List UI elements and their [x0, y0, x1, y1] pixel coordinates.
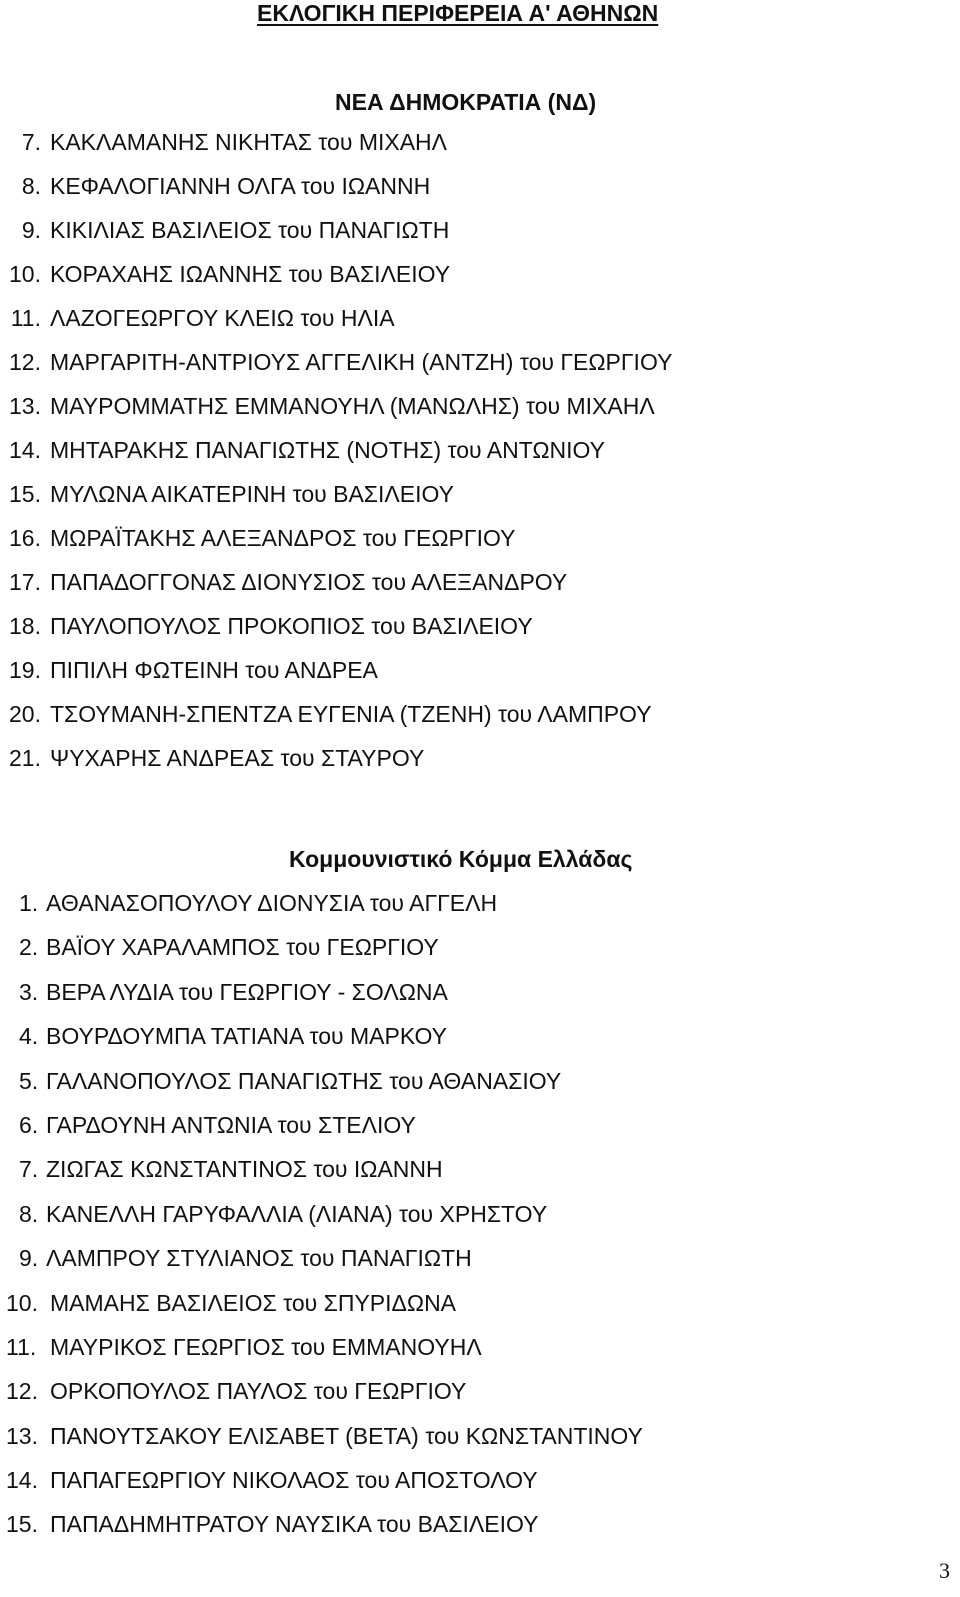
list-item-number: 7. — [21, 129, 41, 155]
list-item-number: 20. — [9, 701, 41, 727]
list-item-number: 21. — [9, 745, 41, 771]
list-item-name: ΑΘΑΝΑΣΟΠΟΥΛΟΥ ΔΙΟΝΥΣΙΑ του ΑΓΓΕΛΗ — [46, 890, 498, 916]
list-item-number: 11. — [6, 1333, 37, 1360]
list-item-number: 4. — [19, 1023, 39, 1050]
list-item-name: ΜΑΥΡΙΚΟΣ ΓΕΩΡΓΙΟΣ του ΕΜΜΑΝΟΥΗΛ — [50, 1333, 482, 1360]
list-item-name: ΚΙΚΙΛΙΑΣ ΒΑΣΙΛΕΙΟΣ του ΠΑΝΑΓΙΩΤΗ — [50, 217, 450, 243]
page-number: 3 — [939, 1558, 950, 1583]
party-title-kke: Κομμουνιστικό Κόμμα Ελλάδας — [289, 846, 633, 872]
list-item-number: 6. — [19, 1111, 39, 1138]
list-item-name: ΓΑΛΑΝΟΠΟΥΛΟΣ ΠΑΝΑΓΙΩΤΗΣ του ΑΘΑΝΑΣΙΟΥ — [46, 1067, 562, 1094]
list-item-number: 16. — [9, 525, 41, 551]
list-item-number: 17. — [9, 569, 41, 595]
list-item-number: 18. — [9, 613, 41, 639]
list-item-name: ΒΟΥΡΔΟΥΜΠΑ ΤΑΤΙΑΝΑ του ΜΑΡΚΟΥ — [46, 1023, 447, 1050]
list-item-number: 2. — [19, 934, 39, 961]
list-item-number: 9. — [19, 1245, 39, 1272]
list-item-name: ΒΕΡΑ ΛΥΔΙΑ του ΓΕΩΡΓΙΟΥ - ΣΟΛΩΝΑ — [46, 978, 448, 1005]
list-item-name: ΜΑΡΓΑΡΙΤΗ-ΑΝΤΡΙΟΥΣ ΑΓΓΕΛΙΚΗ (ΑΝΤΖΗ) του ΓΕΩΡΓΙΟΥ — [50, 349, 673, 375]
list-item-number: 1. — [19, 890, 39, 916]
list-item-name: ΠΑΝΟΥΤΣΑΚΟΥ ΕΛΙΣΑΒΕΤ (ΒΕΤΑ) του ΚΩΝΣΤΑΝΤΙΝΟΥ — [50, 1422, 643, 1449]
list-item-number: 8. — [21, 173, 41, 199]
list-item-name: ΓΑΡΔΟΥΝΗ ΑΝΤΩΝΙΑ του ΣΤΕΛΙΟΥ — [46, 1111, 416, 1138]
list-item-name: ΠΑΥΛΟΠΟΥΛΟΣ ΠΡΟΚΟΠΙΟΣ του ΒΑΣΙΛΕΙΟΥ — [50, 613, 533, 639]
list-item-name: ΚΑΝΕΛΛΗ ΓΑΡΥΦΑΛΛΙΑ (ΛΙΑΝΑ) του ΧΡΗΣΤΟΥ — [46, 1200, 548, 1227]
list-item-number: 13. — [9, 393, 41, 419]
list-item-number: 15. — [9, 481, 41, 507]
list-item-name: ΒΑΪΟΥ ΧΑΡΑΛΑΜΠΟΣ του ΓΕΩΡΓΙΟΥ — [46, 934, 439, 961]
list-item-name: ΚΑΚΛΑΜΑΝΗΣ ΝΙΚΗΤΑΣ του ΜΙΧΑΗΛ — [50, 129, 448, 155]
list-item-name: ΛΑΜΠΡΟΥ ΣΤΥΛΙΑΝΟΣ του ΠΑΝΑΓΙΩΤΗ — [46, 1245, 472, 1272]
list-item-name: ΠΑΠΑΔΟΓΓΟΝΑΣ ΔΙΟΝΥΣΙΟΣ του ΑΛΕΞΑΝΔΡΟΥ — [50, 569, 568, 595]
list-item-number: 11. — [10, 305, 41, 331]
list-item-name: ΚΟΡΑΧΑΗΣ ΙΩΑΝΝΗΣ του ΒΑΣΙΛΕΙΟΥ — [50, 261, 451, 287]
list-item-name: ΟΡΚΟΠΟΥΛΟΣ ΠΑΥΛΟΣ του ΓΕΩΡΓΙΟΥ — [50, 1378, 467, 1405]
list-item-number: 12. — [6, 1378, 38, 1405]
list-item-name: ΠΑΠΑΔΗΜΗΤΡΑΤΟΥ ΝΑΥΣΙΚΑ του ΒΑΣΙΛΕΙΟΥ — [50, 1511, 539, 1538]
list-item-name: ΜΗΤΑΡΑΚΗΣ ΠΑΝΑΓΙΩΤΗΣ (ΝΟΤΗΣ) του ΑΝΤΩΝΙΟΥ — [50, 437, 606, 463]
list-item-name: ΚΕΦΑΛΟΓΙΑΝΝΗ ΟΛΓΑ του ΙΩΑΝΝΗ — [50, 173, 431, 199]
list-item-name: ΠΙΠΙΛΗ ΦΩΤΕΙΝΗ του ΑΝΔΡΕΑ — [50, 657, 378, 683]
list-item-name: ΜΑΥΡΟΜΜΑΤΗΣ ΕΜΜΑΝΟΥΗΛ (ΜΑΝΩΛΗΣ) του ΜΙΧΑΗΛ — [50, 393, 655, 419]
list-item-number: 8. — [19, 1200, 39, 1227]
list-item-number: 15. — [6, 1511, 38, 1538]
list-item-name: ΜΥΛΩΝΑ ΑΙΚΑΤΕΡΙΝΗ του ΒΑΣΙΛΕΙΟΥ — [50, 481, 454, 507]
list-item-number: 19. — [9, 657, 41, 683]
list-item-number: 7. — [19, 1156, 39, 1183]
list-item-name: ΛΑΖΟΓΕΩΡΓΟΥ ΚΛΕΙΩ του ΗΛΙΑ — [50, 305, 395, 331]
list-item-number: 3. — [19, 978, 39, 1005]
list-item-name: ΖΙΩΓΑΣ ΚΩΝΣΤΑΝΤΙΝΟΣ του ΙΩΑΝΝΗ — [46, 1156, 443, 1183]
list-item-number: 14. — [6, 1467, 38, 1494]
page-title: ΕΚΛΟΓΙΚΗ ΠΕΡΙΦΕΡΕΙΑ Α' ΑΘΗΝΩΝ — [257, 0, 659, 26]
list-item-number: 13. — [6, 1422, 38, 1449]
list-item-number: 5. — [19, 1067, 39, 1094]
list-item-name: ΤΣΟΥΜΑΝΗ-ΣΠΕΝΤΖΑ ΕΥΓΕΝΙΑ (ΤΖΕΝΗ) του ΛΑΜΠΡΟΥ — [50, 701, 652, 727]
list-item-number: 14. — [9, 437, 41, 463]
list-item-number: 9. — [21, 217, 41, 243]
list-item-number: 12. — [9, 349, 41, 375]
list-item-name: ΜΩΡΑΪΤΑΚΗΣ ΑΛΕΞΑΝΔΡΟΣ του ΓΕΩΡΓΙΟΥ — [50, 525, 516, 551]
list-item-name: ΨΥΧΑΡΗΣ ΑΝΔΡΕΑΣ του ΣΤΑΥΡΟΥ — [50, 745, 425, 771]
list-item-number: 10. — [6, 1289, 38, 1316]
party-title-nd: ΝΕΑ ΔΗΜΟΚΡΑΤΙΑ (ΝΔ) — [335, 89, 597, 115]
list-item-number: 10. — [9, 261, 41, 287]
list-item-name: ΜΑΜΑΗΣ ΒΑΣΙΛΕΙΟΣ του ΣΠΥΡΙΔΩΝΑ — [50, 1289, 457, 1316]
list-item-name: ΠΑΠΑΓΕΩΡΓΙΟΥ ΝΙΚΟΛΑΟΣ του ΑΠΟΣΤΟΛΟΥ — [50, 1467, 538, 1494]
